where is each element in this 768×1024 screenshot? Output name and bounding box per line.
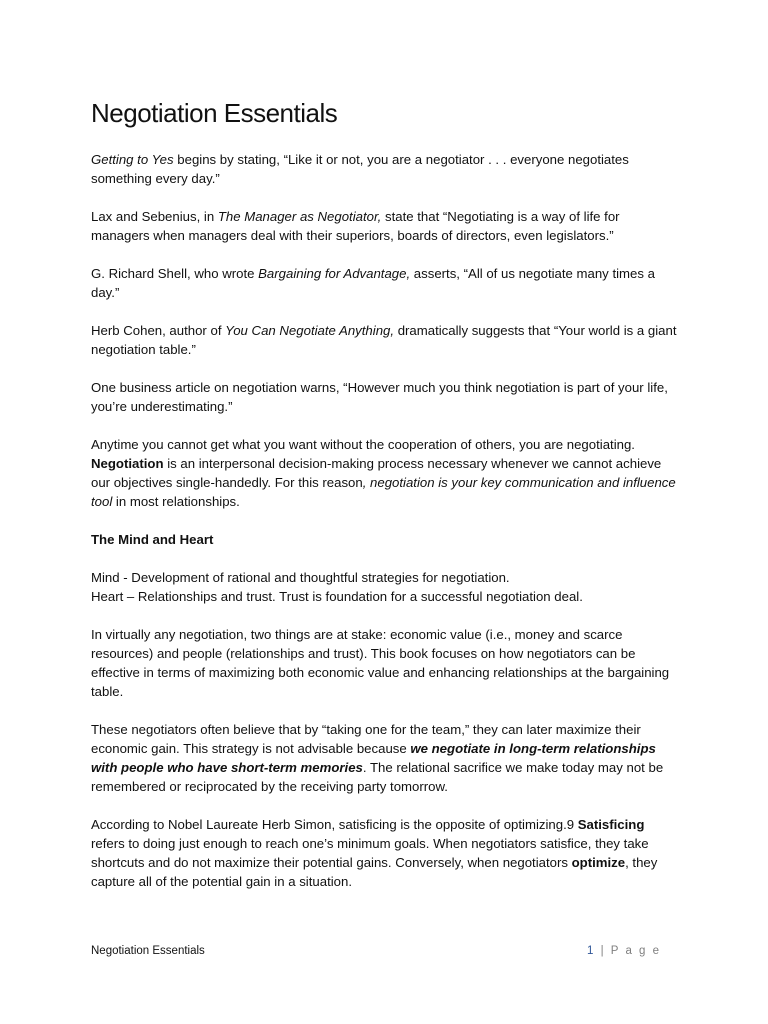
book-title: The Manager as Negotiator, (217, 209, 382, 224)
page-title: Negotiation Essentials (91, 98, 338, 128)
paragraph-text: in most relationships. (112, 494, 240, 509)
paragraph-text: G. Richard Shell, who wrote (91, 266, 259, 281)
paragraph-text: In virtually any negotiation, two things are at stake: economic value (i.e., money and scarce resources) and people (relationships and trust). This book focuses on how negotiators can be effective in terms of maximizing both economic value and enhancing relationships at the bargaining table. (91, 627, 670, 699)
paragraph-text: According to Nobel Laureate Herb Simon, satisficing is the opposite of optimizing.9 (91, 817, 578, 832)
paragraph-text: These negotiators often believe that by “taking one for the team,” they can later maximize their economic gain. This strategy is not advisable because (91, 722, 641, 756)
page-body (91, 96, 681, 910)
paragraph-text: asserts, “All of us negotiate many times a day.” (91, 266, 655, 300)
page-number: 1 (587, 945, 596, 957)
term-negotiation: Negotiation (91, 456, 164, 471)
emphasis-text: , negotiation is your key communication and influence tool (91, 475, 676, 509)
paragraph-negotiation-definition (91, 435, 681, 511)
paragraph-text: begins by stating, “Like it or not, you are a negotiator . . . everyone negotiates something every day.” (91, 152, 629, 186)
book-title: Bargaining for Advantage, (258, 266, 411, 281)
section-heading: The Mind and Heart (91, 532, 214, 547)
paragraph-satisficing (91, 815, 681, 891)
paragraph-text: refers to doing just enough to reach one’s minimum goals. When negotiators satisfice, they take shortcuts and do not maximize their potential gains. Conversely, when negotiators (91, 836, 649, 870)
paragraph-text: dramatically suggests that “Your world is a giant negotiation table.” (91, 323, 677, 357)
page-label: P a g e (610, 945, 662, 957)
paragraph-text: is an interpersonal decision-making process necessary whenever we cannot achieve our objectives single-handedly. For this reason (91, 456, 662, 490)
paragraph-getting-to-yes (91, 150, 681, 188)
paragraph-text: One business article on negotiation warns, “However much you think negotiation is part of your life, you’re underestimating.” (91, 380, 668, 414)
book-title: You Can Negotiate Anything, (225, 323, 395, 338)
paragraph-economic-value (91, 625, 681, 701)
paragraph-shell (91, 264, 681, 302)
paragraph-text: state that “Negotiating is a way of life for managers when managers deal with their superiors, boards of directors, even legislators.” (91, 209, 620, 243)
paragraph-mind-heart (91, 568, 681, 606)
paragraph-text: Anytime you cannot get what you want without the cooperation of others, you are negotiating. (91, 437, 635, 452)
heart-line: Heart – Relationships and trust. Trust is foundation for a successful negotiation deal. (91, 589, 583, 604)
paragraph-taking-one-for-team (91, 720, 681, 796)
mind-line: Mind - Development of rational and thoughtful strategies for negotiation. (91, 570, 510, 585)
paragraph-lax-sebenius (91, 207, 681, 245)
paragraph-text: Herb Cohen, author of (91, 323, 226, 338)
term-satisficing: Satisficing (577, 817, 645, 832)
paragraph-business-article (91, 378, 681, 416)
emphasis-text: we negotiate in long-term relationships with people who have short-term memories (91, 741, 656, 775)
paragraph-cohen (91, 321, 681, 359)
page-separator: | (595, 945, 611, 957)
footer-document-title: Negotiation Essentials (91, 945, 205, 957)
paragraph-text: . The relational sacrifice we make today may not be remembered or reciprocated by the receiving party tomorrow. (91, 760, 664, 794)
footer-page-number (587, 943, 661, 959)
paragraph-text: Lax and Sebenius, in (91, 209, 218, 224)
book-title: Getting to Yes (91, 152, 174, 167)
paragraph-text: , they capture all of the potential gain in a situation. (91, 855, 658, 889)
term-optimize: optimize (571, 855, 626, 870)
